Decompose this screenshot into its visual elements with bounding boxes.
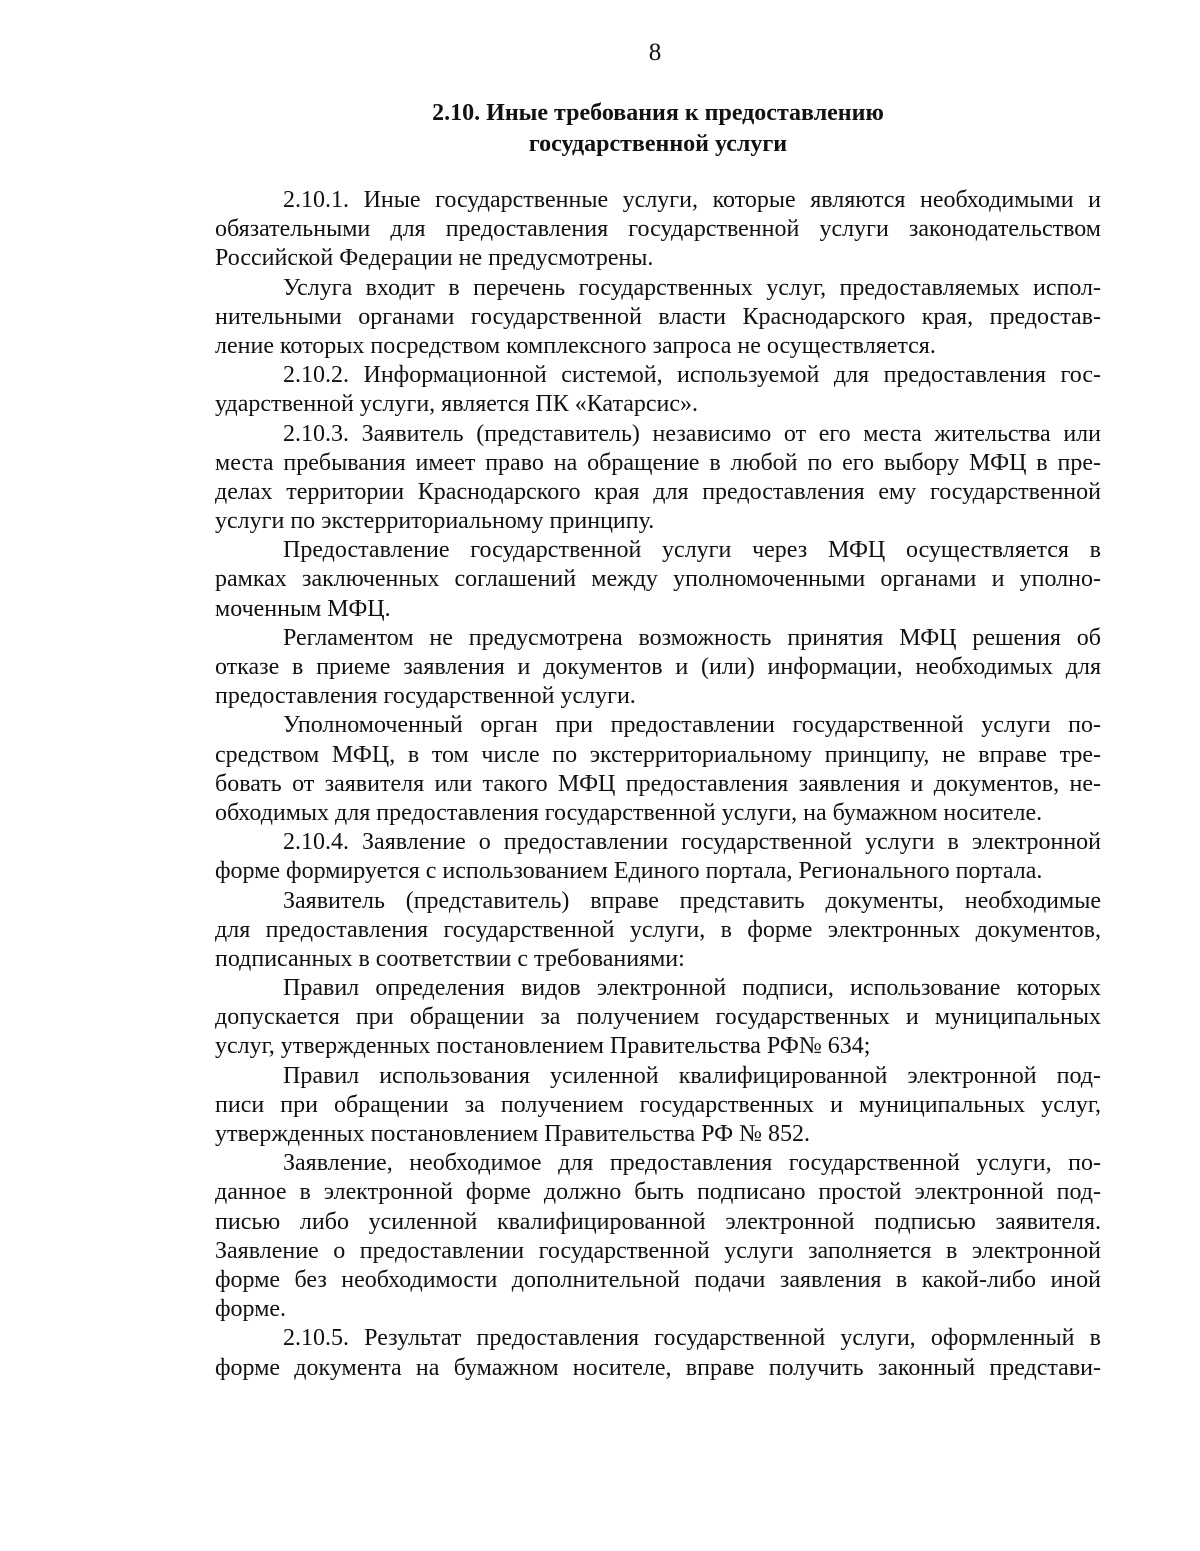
paragraph-line: Российской Федерации не предусмотрены.	[215, 245, 654, 272]
paragraph-line: предоставления государственной услуги.	[215, 683, 636, 710]
paragraph-line: форме формируется с использованием Единого портала, Регионального портала.	[215, 858, 1043, 885]
page-number: 8	[648, 39, 662, 66]
paragraph	[215, 1324, 1101, 1382]
paragraph-line: услуг, утвержденных постановлением Правительства РФ№ 634;	[215, 1033, 871, 1060]
paragraph	[215, 274, 1101, 362]
paragraph	[215, 420, 1101, 537]
paragraph-line: Правил использования усиленной квалифицированной электронной под-	[283, 1062, 1101, 1089]
paragraph-line: для предоставления государственной услуги, в форме электронных документов,	[215, 916, 1101, 943]
paragraph	[215, 536, 1101, 624]
paragraph	[215, 624, 1101, 712]
paragraph	[215, 711, 1101, 828]
paragraph-line: утвержденных постановлением Правительства РФ № 852.	[215, 1121, 810, 1147]
paragraph-line: подписанных в соответствии с требованиями:	[215, 945, 685, 972]
paragraph-line: форме.	[215, 1296, 287, 1323]
section-heading	[215, 98, 1101, 160]
paragraph	[215, 361, 1101, 419]
paragraph-line: Услуга входит в перечень государственных услуг, предоставляемых испол-	[283, 274, 1101, 301]
paragraph-line: места пребывания имеет право на обращение в любой по его выбору МФЦ в пре-	[215, 449, 1101, 476]
paragraph-line: 2.10.4. Заявление о предоставлении государственной услуги в электронной	[283, 829, 1101, 856]
paragraph-line: данное в электронной форме должно быть подписано простой электронной под-	[215, 1179, 1101, 1206]
paragraph-line: допускается при обращении за получением государственных и муниципальных	[215, 1004, 1101, 1031]
heading-line: государственной услуги	[528, 131, 788, 157]
paragraph-line: Заявление, необходимое для предоставления государственной услуги, по-	[283, 1150, 1101, 1177]
paragraph	[215, 1062, 1101, 1150]
paragraph-line: 2.10.5. Результат предоставления государственной услуги, оформленный в	[283, 1325, 1101, 1352]
paragraph-line: писи при обращении за получением государственных и муниципальных услуг,	[215, 1091, 1101, 1118]
paragraph-line: Заявление о предоставлении государственной услуги заполняется в электронной	[215, 1237, 1101, 1264]
document-body	[215, 186, 1101, 1383]
paragraph-line: Предоставление государственной услуги через МФЦ осуществляется в	[283, 537, 1101, 564]
paragraph-line: услуги по экстерриториальному принципу.	[215, 508, 655, 535]
paragraph-line: моченным МФЦ.	[215, 595, 391, 622]
paragraph-line: обязательными для предоставления государственной услуги законодательством	[215, 216, 1101, 243]
paragraph-line: обходимых для предоставления государственной услуги, на бумажном носителе.	[215, 799, 1043, 826]
paragraph-line: Уполномоченный орган при предоставлении государственной услуги по-	[283, 712, 1101, 739]
paragraph-line: 2.10.1. Иные государственные услуги, которые являются необходимыми и	[283, 187, 1101, 213]
paragraph	[215, 1149, 1101, 1324]
paragraph-line: 2.10.3. Заявитель (представитель) независимо от его места жительства или	[283, 420, 1101, 447]
paragraph-line: Регламентом не предусмотрена возможность принятия МФЦ решения об	[283, 624, 1101, 651]
paragraph	[215, 974, 1101, 1062]
paragraph-line: форме документа на бумажном носителе, вправе получить законный представи-	[215, 1354, 1101, 1381]
paragraph-line: форме без необходимости дополнительной подачи заявления в какой-либо иной	[215, 1266, 1101, 1293]
paragraph-line: Заявитель (представитель) вправе представить документы, необходимые	[283, 887, 1101, 914]
heading-line: 2.10. Иные требования к предоставлению	[432, 100, 884, 126]
paragraph-line: отказе в приеме заявления и документов и (или) информации, необходимых для	[215, 654, 1101, 680]
paragraph-line: ударственной услуги, является ПК «Катарсис».	[215, 391, 699, 418]
paragraph-line: средством МФЦ, в том числе по экстерриториальному принципу, не вправе тре-	[215, 741, 1101, 768]
paragraph	[215, 186, 1101, 274]
paragraph-line: Правил определения видов электронной подписи, использование которых	[283, 975, 1101, 1002]
paragraph-line: нительными органами государственной власти Краснодарского края, предостав-	[215, 303, 1101, 330]
paragraph	[215, 828, 1101, 886]
paragraph-line: ление которых посредством комплексного запроса не осуществляется.	[215, 332, 936, 359]
paragraph-line: 2.10.2. Информационной системой, используемой для предоставления гос-	[283, 362, 1101, 389]
paragraph	[215, 887, 1101, 975]
paragraph-line: бовать от заявителя или такого МФЦ предоставления заявления и документов, не-	[215, 770, 1101, 797]
paragraph-line: писью либо усиленной квалифицированной электронной подписью заявителя.	[215, 1208, 1101, 1235]
paragraph-line: рамках заключенных соглашений между уполномоченными органами и уполно-	[215, 566, 1101, 593]
paragraph-line: делах территории Краснодарского края для предоставления ему государственной	[215, 478, 1101, 505]
